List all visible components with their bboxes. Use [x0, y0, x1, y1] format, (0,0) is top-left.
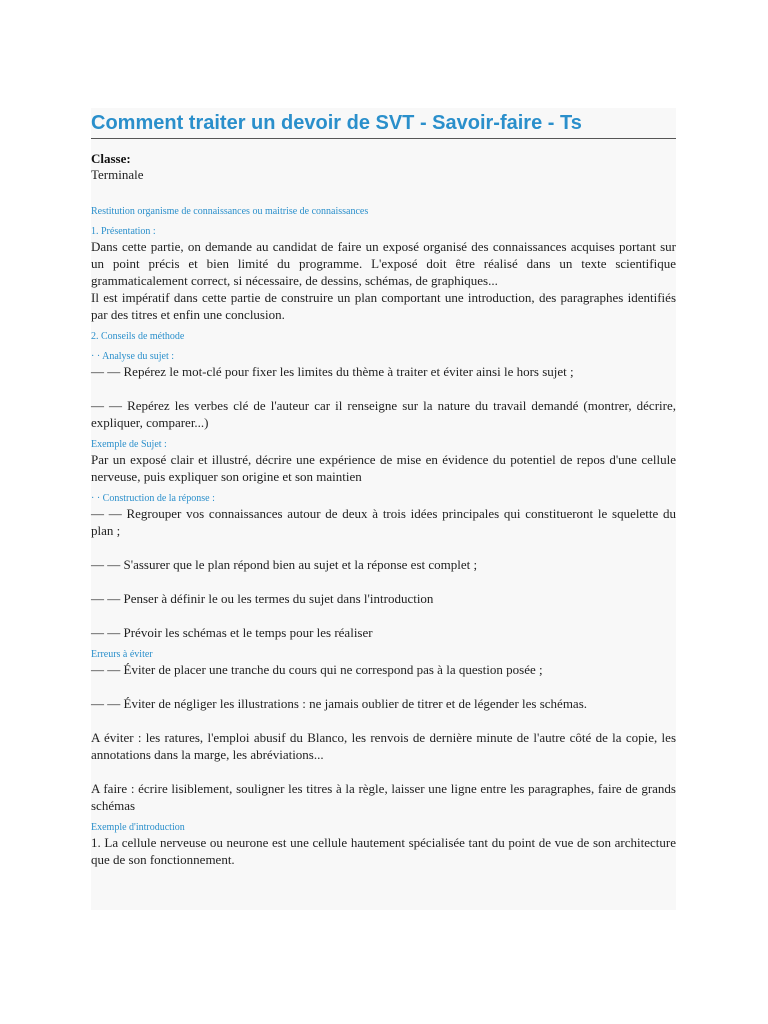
- document-content: [91, 150, 676, 910]
- spacer: [91, 573, 676, 590]
- class-value: Terminale: [91, 167, 144, 182]
- spacer: [91, 814, 676, 822]
- spacer: [91, 323, 676, 331]
- spacer: [91, 182, 676, 206]
- presentation-label: 1. Présentation :: [91, 226, 156, 237]
- analysis-label: · · Analyse du sujet :: [91, 351, 175, 362]
- document-page: [91, 108, 676, 910]
- errors-label: Erreurs à éviter: [91, 649, 153, 660]
- title-bar: [91, 108, 676, 139]
- spacer: [91, 485, 676, 493]
- construction-item: — — Prévoir les schémas et le temps pour les réaliser: [91, 625, 373, 640]
- spacer: [91, 763, 676, 780]
- spacer: [91, 218, 676, 226]
- example-subject-text: Par un exposé clair et illustré, décrire une expérience de mise en évidence du potentiel de repos d'une cellule nerveuse, puis expliquer son origine et son maintien: [91, 452, 676, 484]
- example-intro-text: 1. La cellule nerveuse ou neurone est une cellule hautement spécialisée tant du point de vue de son architecture que de son fonctionnement.: [91, 835, 676, 867]
- construction-label: · · Construction de la réponse :: [91, 493, 215, 504]
- spacer: [91, 431, 676, 439]
- page-title: Comment traiter un devoir de SVT - Savoir-faire - Ts: [91, 112, 582, 134]
- example-subject-label: Exemple de Sujet :: [91, 439, 167, 450]
- avoid-text: A éviter : les ratures, l'emploi abusif du Blanco, les renvois de dernière minute de l'autre côté de la copie, les annotations dans la marge, les abréviations...: [91, 730, 676, 762]
- spacer: [91, 539, 676, 556]
- section-intro: Restitution organisme de connaissances ou maitrise de connaissances: [91, 206, 369, 217]
- error-item: — — Éviter de négliger les illustrations : ne jamais oublier de titrer et de légender les schémas.: [91, 696, 588, 711]
- presentation-text-2: Il est impératif dans cette partie de construire un plan comportant une introduction, des paragraphes identifiés par des titres et enfin une conclusion.: [91, 290, 676, 322]
- spacer: [91, 712, 676, 729]
- spacer: [91, 607, 676, 624]
- analysis-item: — — Repérez les verbes clé de l'auteur car il renseigne sur la nature du travail demandé (montrer, décrire, expliquer, comparer...): [91, 398, 676, 430]
- error-item: — — Éviter de placer une tranche du cours qui ne correspond pas à la question posée ;: [91, 662, 543, 677]
- spacer: [91, 380, 676, 397]
- spacer: [91, 678, 676, 695]
- analysis-item: — — Repérez le mot-clé pour fixer les limites du thème à traiter et éviter ainsi le hors sujet ;: [91, 364, 574, 379]
- spacer: [91, 641, 676, 649]
- presentation-text: Dans cette partie, on demande au candidat de faire un exposé organisé des connaissances acquises portant sur un point précis et bien limité du programme. L'exposé doit être réalisé dans un texte scientifique grammaticalement correct, si nécessaire, de dessins, schémas, de graphiques...: [91, 239, 676, 288]
- do-text: A faire : écrire lisiblement, souligner les titres à la règle, laisser une ligne entre les paragraphes, faire de grands schémas: [91, 781, 676, 813]
- construction-item: — — Regrouper vos connaissances autour de deux à trois idées principales qui constitueront le squelette du plan ;: [91, 506, 676, 538]
- construction-item: — — Penser à définir le ou les termes du sujet dans l'introduction: [91, 591, 434, 606]
- construction-item: — — S'assurer que le plan répond bien au sujet et la réponse est complet ;: [91, 557, 478, 572]
- class-label: Classe:: [91, 151, 131, 166]
- method-label: 2. Conseils de méthode: [91, 331, 185, 342]
- spacer: [91, 343, 676, 351]
- example-intro-label: Exemple d'introduction: [91, 822, 185, 833]
